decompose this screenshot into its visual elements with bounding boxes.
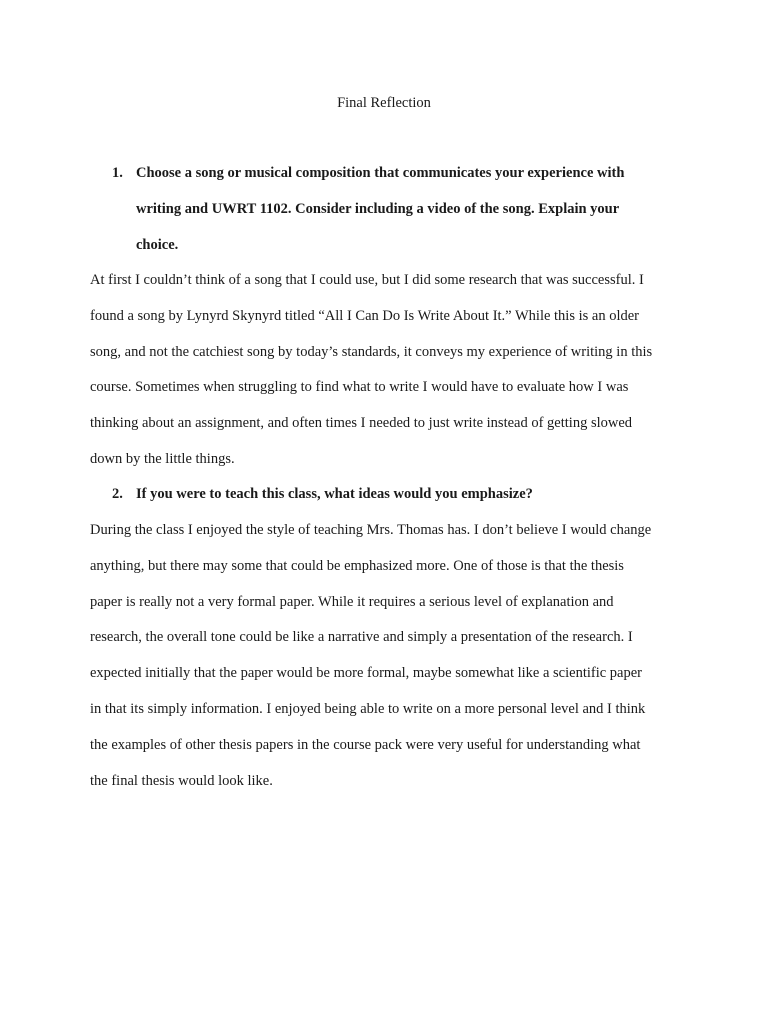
paragraph-line: down by the little things. bbox=[90, 450, 235, 467]
question-2 bbox=[112, 477, 676, 513]
question-line: writing and UWRT 1102. Consider including a video of the song. Explain your bbox=[136, 200, 620, 217]
paragraph-line: course. Sometimes when struggling to find what to write I would have to evaluate how I was bbox=[90, 379, 629, 396]
answer-paragraph-1 bbox=[90, 263, 690, 478]
paragraph-line: expected initially that the paper would be more formal, maybe somewhat like a scientific paper bbox=[90, 665, 643, 682]
question-line: Choose a song or musical composition that communicates your experience with bbox=[136, 165, 625, 181]
question-line: choice. bbox=[136, 236, 179, 253]
paragraph-line: found a song by Lynyrd Skynyrd titled “All I Can Do Is Write About It.” While this is an older bbox=[90, 307, 640, 324]
paragraph-line: During the class I enjoyed the style of teaching Mrs. Thomas has. I don’t believe I would change bbox=[90, 522, 652, 538]
question-1 bbox=[112, 156, 676, 263]
paragraph-line: At first I couldn’t think of a song that I could use, but I did some research that was successful. I bbox=[90, 272, 644, 288]
paragraph-line: research, the overall tone could be like a narrative and simply a presentation of the research. I bbox=[90, 629, 633, 646]
paragraph-line: anything, but there may some that could be emphasized more. One of those is that the thesis bbox=[90, 557, 624, 574]
question-number: 1. bbox=[112, 165, 123, 181]
paragraph-line: song, and not the catchiest song by today’s standards, it conveys my experience of writing in this bbox=[90, 343, 653, 360]
question-number: 2. bbox=[112, 486, 123, 502]
paragraph-line: thinking about an assignment, and often times I needed to just write instead of getting slowed bbox=[90, 415, 633, 432]
paragraph-line: paper is really not a very formal paper. While it requires a serious level of explanation and bbox=[90, 593, 614, 610]
page-title: Final Reflection bbox=[337, 95, 431, 111]
paragraph-line: the final thesis would look like. bbox=[90, 772, 273, 789]
question-line: If you were to teach this class, what ideas would you emphasize? bbox=[136, 486, 533, 502]
paragraph-line: the examples of other thesis papers in the course pack were very useful for understanding what bbox=[90, 736, 641, 753]
answer-paragraph-2 bbox=[90, 513, 690, 799]
paragraph-line: in that its simply information. I enjoyed being able to write on a more personal level and I think bbox=[90, 700, 646, 717]
